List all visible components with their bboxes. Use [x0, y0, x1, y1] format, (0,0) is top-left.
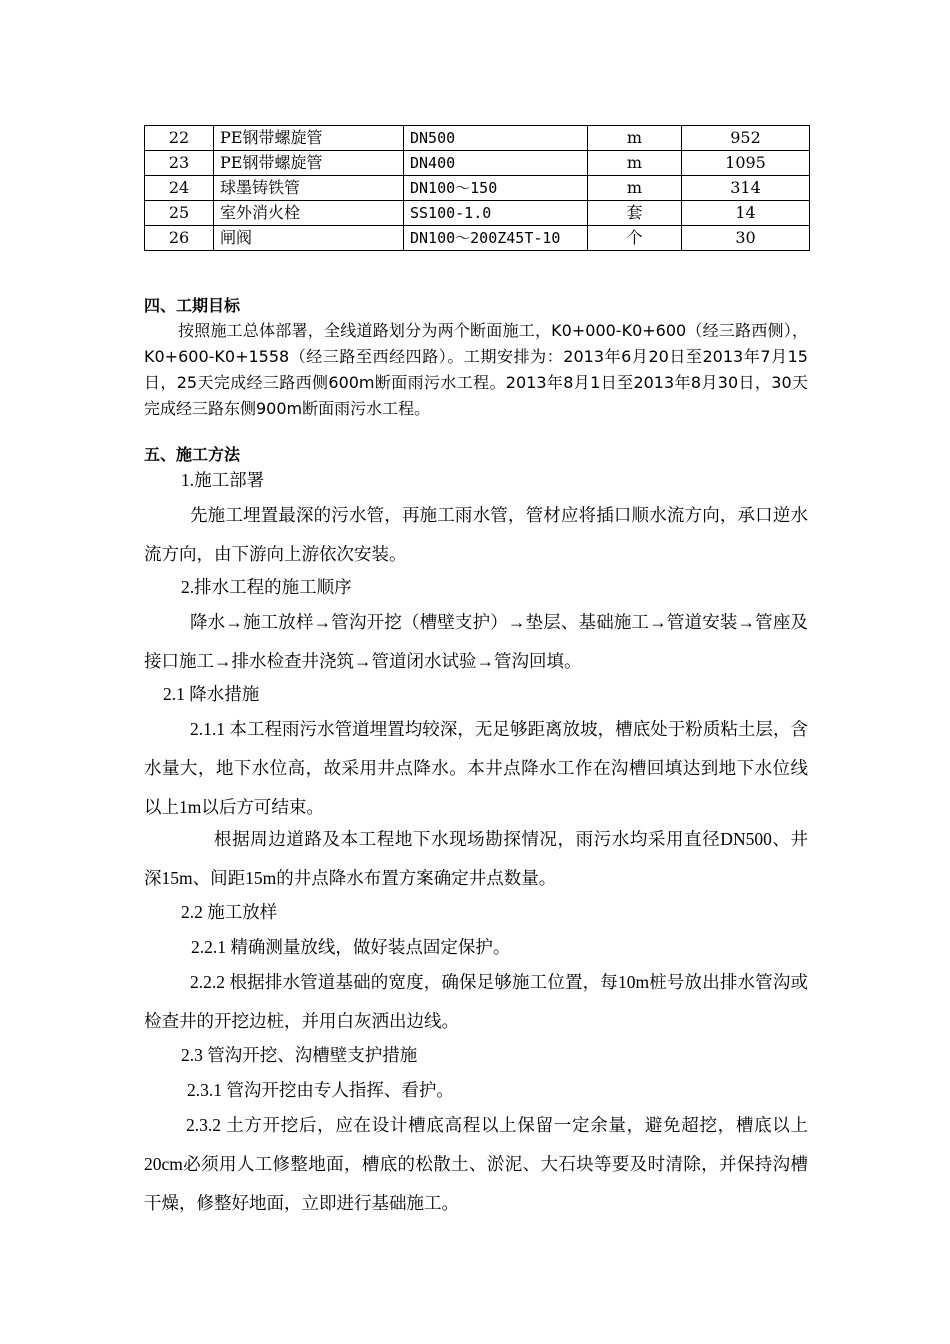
- table-row: [145, 226, 810, 251]
- quantity-cell: 30: [682, 226, 810, 251]
- table-row: [145, 201, 810, 226]
- section-4-body: 按照施工总体部署，全线道路划分为两个断面施工，K0+000-K0+600（经三路西侧），K0+600-K0+1558（经三路至西经四路）。工期安排为：2013年6月20日至2013年7月15日，25天完成经三路西侧600m断面雨污水工程。2013年8月1日至2013年8月30日，30天完成经三路东侧900m断面雨污水工程。: [144, 321, 808, 418]
- paragraph-2-2-1: 2.2.1 精确测量放线，做好装点固定保护。: [191, 937, 511, 957]
- item-name-cell: 球墨铸铁管: [214, 176, 404, 201]
- row-number-cell: 25: [145, 201, 214, 226]
- section-4-heading: 四、工期目标: [144, 296, 241, 315]
- paragraph-2-1-2: 根据周边道路及本工程地下水现场勘探情况，雨污水均采用直径DN500、井深15m、间距15m的井点降水布置方案确定井点数量。: [144, 829, 808, 888]
- table-row: [145, 176, 810, 201]
- item-name-cell: PE钢带螺旋管: [214, 151, 404, 176]
- spec-cell: DN500: [404, 126, 588, 151]
- unit-cell: 套: [588, 201, 682, 226]
- paragraph-2-3-2: 2.3.2 土方开挖后，应在设计槽底高程以上保留一定余量，避免超挖，槽底以上20cm必须用人工修整地面，槽底的松散土、淤泥、大石块等要及时清除，并保持沟槽干燥，修整好地面，立即进行基础施工。: [144, 1115, 808, 1213]
- unit-cell: m: [588, 176, 682, 201]
- table-row: [145, 126, 810, 151]
- table-row: [145, 151, 810, 176]
- item-name-cell: 室外消火栓: [214, 201, 404, 226]
- unit-cell: m: [588, 126, 682, 151]
- quantity-cell: 952: [682, 126, 810, 151]
- unit-cell: m: [588, 151, 682, 176]
- item-name-cell: PE钢带螺旋管: [214, 126, 404, 151]
- materials-table: [144, 125, 810, 251]
- quantity-cell: 14: [682, 201, 810, 226]
- paragraph-1: 先施工埋置最深的污水管，再施工雨水管，管材应将插口顺水流方向，承口逆水流方向，由下游向上游依次安装。: [144, 505, 808, 564]
- paragraph-2-3-1: 2.3.1 管沟开挖由专人指挥、看护。: [187, 1080, 454, 1100]
- row-number-cell: 26: [145, 226, 214, 251]
- section-5-heading: 五、施工方法: [144, 445, 241, 464]
- paragraph-2: 降水→施工放样→管沟开挖（槽壁支护）→垫层、基础施工→管道安装→管座及接口施工→排水检查井浇筑→管道闭水试验→管沟回填。: [144, 612, 808, 671]
- row-number-cell: 22: [145, 126, 214, 151]
- spec-cell: DN400: [404, 151, 588, 176]
- subheading-2: 2.排水工程的施工顺序: [181, 577, 352, 597]
- spec-cell: DN100～200Z45T-10: [404, 226, 588, 251]
- subheading-2-1: 2.1 降水措施: [163, 684, 260, 704]
- subheading-1: 1.施工部署: [181, 470, 265, 490]
- item-name-cell: 闸阀: [214, 226, 404, 251]
- row-number-cell: 24: [145, 176, 214, 201]
- row-number-cell: 23: [145, 151, 214, 176]
- paragraph-2-1-1: 2.1.1 本工程雨污水管道埋置均较深，无足够距离放坡，槽底处于粉质粘土层，含水量大，地下水位高，故采用井点降水。本井点降水工作在沟槽回填达到地下水位线以上1m以后方可结束。: [144, 719, 808, 817]
- unit-cell: 个: [588, 226, 682, 251]
- spec-cell: DN100～150: [404, 176, 588, 201]
- spec-cell: SS100-1.0: [404, 201, 588, 226]
- subheading-2-3: 2.3 管沟开挖、沟槽壁支护措施: [181, 1045, 418, 1065]
- quantity-cell: 1095: [682, 151, 810, 176]
- quantity-cell: 314: [682, 176, 810, 201]
- subheading-2-2: 2.2 施工放样: [181, 902, 278, 922]
- paragraph-2-2-2: 2.2.2 根据排水管道基础的宽度，确保足够施工位置，每10m桩号放出排水管沟或检查井的开挖边桩，并用白灰洒出边线。: [144, 972, 808, 1031]
